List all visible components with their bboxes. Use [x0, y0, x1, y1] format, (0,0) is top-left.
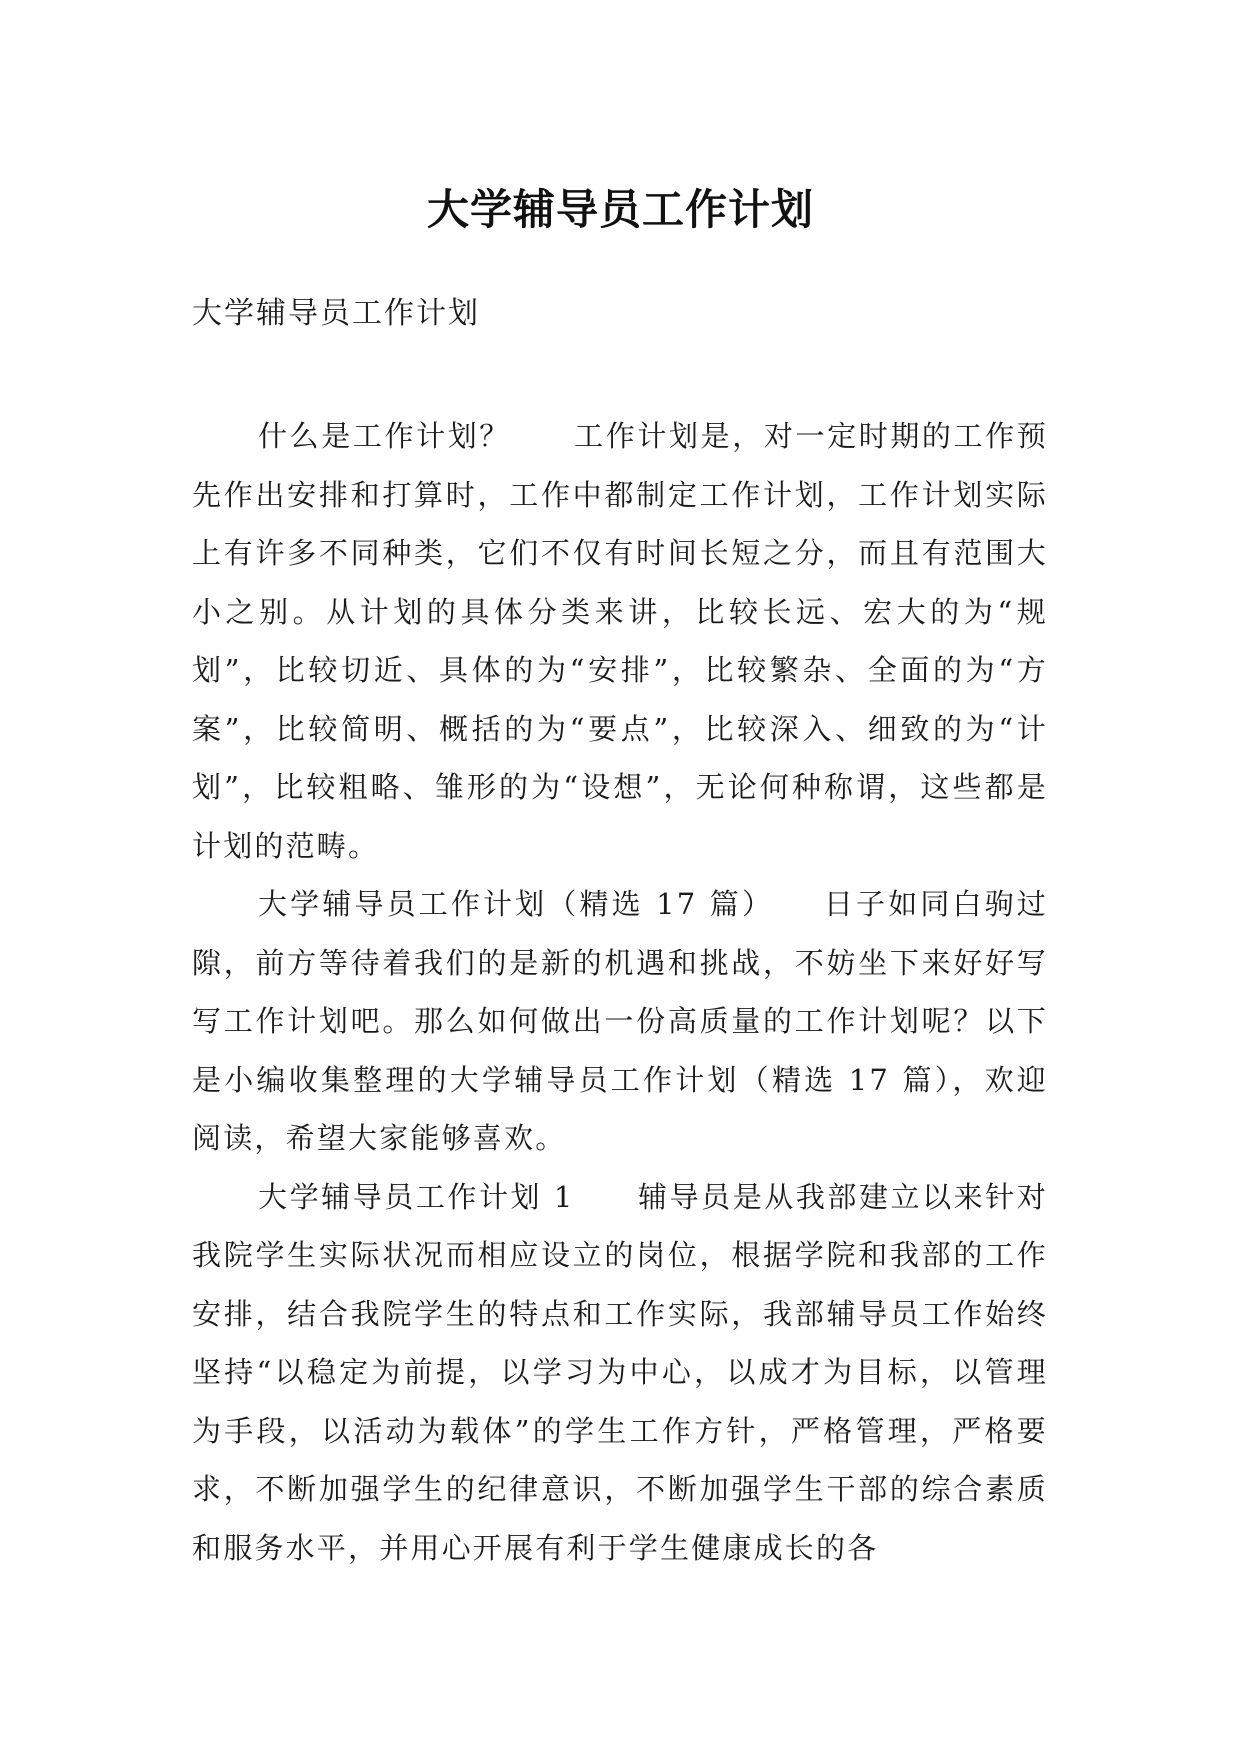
- paragraph-definition: 什么是工作计划？ 工作计划是，对一定时期的工作预先作出安排和打算时，工作中都制定工作计划，工作计划实际上有许多不同种类，它们不仅有时间长短之分，而且有范围大小之别。从计划的具体分类来讲，比较长远、宏大的为“规划”，比较切近、具体的为“安排”，比较繁杂、全面的为“方案”，比较简明、概括的为“要点”，比较深入、细致的为“计划”，比较粗略、雏形的为“设想”，无论何种称谓，这些都是计划的范畴。: [192, 419, 1048, 863]
- paragraph-intro: 大学辅导员工作计划（精选 17 篇） 日子如同白驹过隙，前方等待着我们的是新的机遇和挑战，不妨坐下来好好写写工作计划吧。那么如何做出一份高质量的工作计划呢？以下是小编收集整理的大学辅导员工作计划（精选 17 篇），欢迎阅读，希望大家能够喜欢。: [192, 887, 1048, 1155]
- document-title: 大学辅导员工作计划: [426, 185, 814, 235]
- document-body: [192, 407, 1048, 1577]
- paragraph-plan-1: 大学辅导员工作计划 1 辅导员是从我部建立以来针对我院学生实际状况而相应设立的岗位，根据学院和我部的工作安排，结合我院学生的特点和工作实际，我部辅导员工作始终坚持“以稳定为前提，以学习为中心，以成才为目标，以管理为手段，以活动为载体”的学生工作方针，严格管理，严格要求，不断加强学生的纪律意识，不断加强学生干部的综合素质和服务水平，并用心开展有利于学生健康成长的各: [192, 1179, 1048, 1565]
- document-subtitle: 大学辅导员工作计划: [192, 296, 480, 331]
